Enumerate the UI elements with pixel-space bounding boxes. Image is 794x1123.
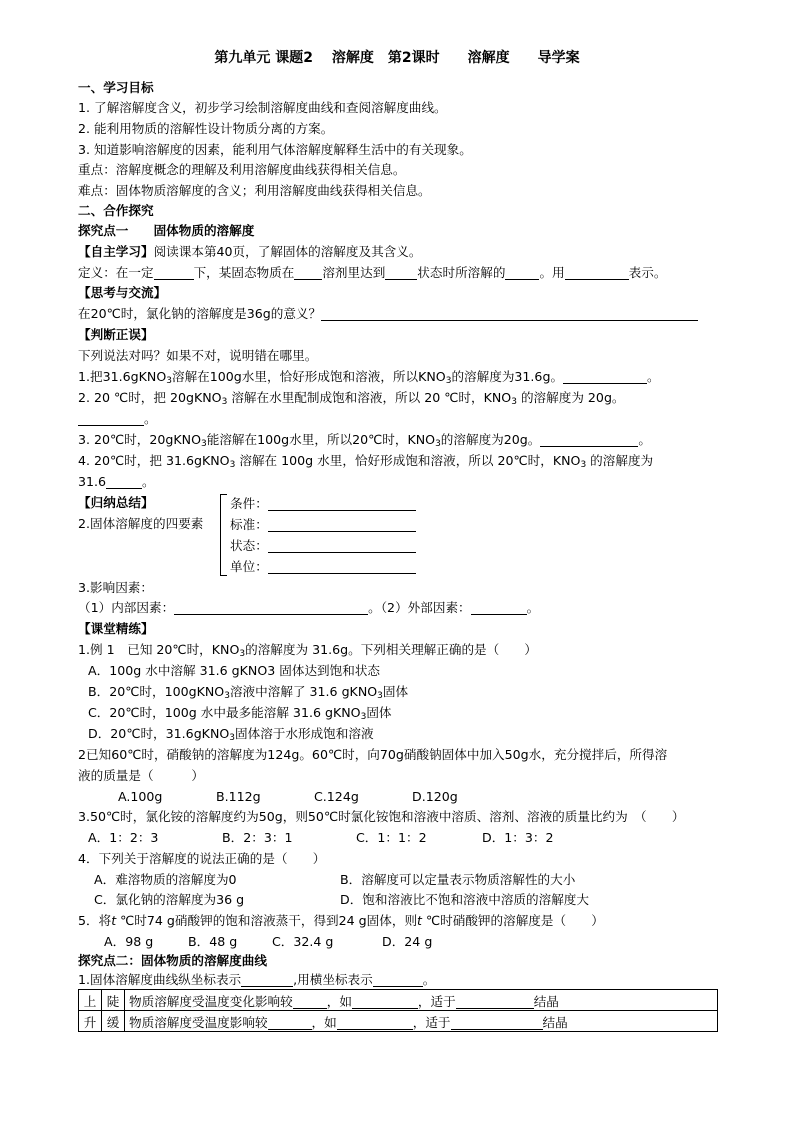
subscript: 3 xyxy=(221,397,228,407)
text: 1.固体溶解度曲线纵坐标表示 xyxy=(78,972,242,987)
judge-item-2 xyxy=(78,390,625,406)
self-study-tag: 【自主学习】 xyxy=(78,244,154,259)
think-question-text: 在20℃时，氯化钠的溶解度是36g的意义？ xyxy=(78,306,322,321)
difficult-point: 难点：固体物质溶解度的含义；利用溶解度曲线获得相关信息。 xyxy=(78,183,431,198)
subscript: 3 xyxy=(166,376,172,386)
text: 的溶解度为31.6g。 xyxy=(451,369,564,384)
text: ，如 xyxy=(311,1014,337,1030)
think-tag: 【思考与交流】 xyxy=(78,285,167,300)
text: ，如 xyxy=(326,993,352,1009)
question-2-cont: 液的质量是（ ） xyxy=(78,768,204,783)
summary-tag: 【归纳总结】 xyxy=(78,495,154,510)
blank-state[interactable] xyxy=(385,266,417,280)
text: 4. 20℃时，把 31.6gKNO xyxy=(78,453,230,468)
subscript: 3 xyxy=(239,649,246,659)
q2-option-a[interactable]: A.100g xyxy=(118,789,163,804)
goal-3: 3. 知道影响溶解度的因素，能利用气体溶解度解释生活中的有关现象。 xyxy=(78,142,472,157)
text: D．20℃时，31.6gKNO xyxy=(88,726,230,741)
blank-judge-1[interactable] xyxy=(563,370,647,384)
definition-text: 。用 xyxy=(539,265,565,280)
text: B．20℃时，100gKNO xyxy=(88,684,225,699)
q1-option-d[interactable] xyxy=(88,726,374,742)
subscript: 3 xyxy=(201,439,207,449)
q5-option-b[interactable]: B．48 g xyxy=(188,934,238,949)
blank-gentle-example[interactable] xyxy=(337,1016,413,1030)
text: 3. 20℃时，20gKNO xyxy=(78,432,201,447)
subscript: 3 xyxy=(377,691,383,701)
q5-option-c[interactable]: C．32.4 g xyxy=(272,934,334,949)
q3-option-a[interactable]: A．1：2：3 xyxy=(88,830,159,845)
variable-t: t xyxy=(417,913,422,928)
text: 。（2）外部因素： xyxy=(368,600,471,615)
q2-option-c[interactable]: C.124g xyxy=(314,789,359,804)
section-heading-explore: 二、合作探究 xyxy=(78,203,154,218)
text: 溶解在100g水里，恰好形成饱和溶液，所以KNO xyxy=(171,369,446,384)
judge-intro: 下列说法对吗？如果不对，说明错在哪里。 xyxy=(78,348,318,363)
element-unit xyxy=(230,559,416,575)
judge-item-4-cont xyxy=(78,474,155,490)
variable-t: t xyxy=(111,913,117,928)
blank-symbol[interactable] xyxy=(565,266,629,280)
subscript: 3 xyxy=(229,460,236,470)
text: ℃时74 g硝酸钾的饱和溶液蒸干，得到24 g固体，则 xyxy=(116,913,418,928)
text: 5．将 xyxy=(78,913,112,928)
text: 。 xyxy=(142,474,155,489)
table-cell: 升 xyxy=(79,1011,102,1032)
subscript: 3 xyxy=(224,691,230,701)
text: 条件： xyxy=(230,496,268,511)
definition-text: 表示。 xyxy=(628,265,667,280)
subscript: 3 xyxy=(445,376,452,386)
blank-judge-3[interactable] xyxy=(540,433,638,447)
question-1 xyxy=(78,642,537,658)
text: 能溶解在100g水里，所以20℃时，KNO xyxy=(206,432,436,447)
blank-judge-2[interactable] xyxy=(78,412,144,426)
text: 溶解在水里配制成饱和溶液，所以 20 ℃时，KNO xyxy=(227,390,512,405)
definition-text: 下，某固态物质在 xyxy=(193,265,295,280)
blank-element-state[interactable] xyxy=(268,539,416,553)
summary-label: 2.固体溶解度的四要素 xyxy=(78,516,204,531)
blank-y-axis[interactable] xyxy=(241,973,293,987)
text: 固体 xyxy=(382,684,409,699)
blank-think-answer[interactable] xyxy=(321,307,698,321)
blank-x-axis[interactable] xyxy=(373,973,423,987)
text: A．100g 水中溶解 31.6 gKNO3 固体达到饱和状态 xyxy=(88,663,381,678)
blank-element-condition[interactable] xyxy=(268,497,416,511)
text: 溶解在 100g 水里，恰好形成饱和溶液，所以 20℃时，KNO xyxy=(235,453,581,468)
subscript: 3 xyxy=(435,439,441,449)
q1-option-b[interactable] xyxy=(88,684,408,700)
element-condition xyxy=(230,496,416,512)
text: 固体 xyxy=(366,705,392,720)
text: 状态： xyxy=(230,538,268,553)
goal-1: 1. 了解溶解度含义，初步学习绘制溶解度曲线和查阅溶解度曲线。 xyxy=(78,100,447,115)
curve-table xyxy=(78,989,718,1032)
blank-element-standard[interactable] xyxy=(268,518,416,532)
q5-option-a[interactable]: A．98 g xyxy=(104,934,154,949)
table-cell: 陡 xyxy=(102,990,125,1011)
table-row xyxy=(79,1011,718,1032)
q3-option-c[interactable]: C．1：1：2 xyxy=(356,830,427,845)
section-heading-goals: 一、学习目标 xyxy=(78,80,154,95)
subscript: 3 xyxy=(580,460,587,470)
subscript: 3 xyxy=(229,733,236,743)
blank-amount[interactable] xyxy=(294,266,322,280)
self-study-text: 阅读课本第40页，了解固体的溶解度及其含义。 xyxy=(153,244,422,259)
table-cell: 上 xyxy=(79,990,102,1011)
text: （1）内部因素： xyxy=(78,600,175,615)
text: 结晶 xyxy=(542,1014,568,1030)
blank-judge-4[interactable] xyxy=(106,475,142,489)
blank-external-factor[interactable] xyxy=(471,601,527,615)
text: 1.把31.6gKNO xyxy=(78,369,167,384)
text: ，适于 xyxy=(417,993,456,1009)
question-4: 4．下列关于溶解度的说法正确的是（ ） xyxy=(78,851,326,866)
blank-steep-method[interactable] xyxy=(456,995,534,1009)
q4-option-a[interactable]: A．难溶物质的溶解度为0 xyxy=(94,872,237,887)
text: 2. 20 ℃时，把 20gKNO xyxy=(78,390,222,405)
q5-option-d[interactable]: D．24 g xyxy=(382,934,433,949)
question-5 xyxy=(78,913,604,929)
text: ,用横坐标表示 xyxy=(293,972,373,987)
q4-option-d[interactable]: D．饱和溶液比不饱和溶液中溶质的溶解度大 xyxy=(340,892,589,907)
subscript: 3 xyxy=(360,712,367,722)
q1-option-c[interactable] xyxy=(88,705,392,721)
judge-tag: 【判断正误】 xyxy=(78,327,154,342)
text: 。 xyxy=(638,432,651,447)
element-state xyxy=(230,538,416,554)
judge-item-1 xyxy=(78,369,660,385)
text: 的溶解度为20g。 xyxy=(440,432,541,447)
text: 固体溶于水形成饱和溶液 xyxy=(235,726,374,741)
key-point: 重点：溶解度概念的理解及利用溶解度曲线获得相关信息。 xyxy=(78,162,406,177)
table-cell xyxy=(125,990,718,1011)
definition-text: 定义：在一定 xyxy=(78,265,154,280)
blank-steep-example[interactable] xyxy=(352,995,418,1009)
text: C．20℃时，100g 水中最多能溶解 31.6 gKNO xyxy=(88,705,361,720)
blank-steep-degree[interactable] xyxy=(293,995,327,1009)
text: 1.例 1 已知 20℃时，KNO xyxy=(78,642,240,657)
text: 。 xyxy=(144,411,157,426)
text: 标准： xyxy=(230,517,268,532)
factor-title: 3.影响因素： xyxy=(78,580,153,595)
table-cell: 缓 xyxy=(102,1011,125,1032)
text: 结晶 xyxy=(533,993,559,1009)
judge-item-4 xyxy=(78,453,653,469)
text: 的溶解度为 xyxy=(586,453,654,468)
text: ，适于 xyxy=(412,1014,451,1030)
q4-option-b[interactable]: B．溶解度可以定量表示物质溶解性的大小 xyxy=(340,872,576,887)
text: 。 xyxy=(422,972,436,987)
explore-point-2-title: 探究点二：固体物质的溶解度曲线 xyxy=(78,953,267,968)
text: 。 xyxy=(526,600,540,615)
blank-condition[interactable] xyxy=(154,266,194,280)
subscript: 3 xyxy=(511,397,517,407)
question-3: 3.50℃时，氯化铵的溶解度约为50g，则50℃时氯化铵饱和溶液中溶质、溶剂、溶液的质量比约为 （ ） xyxy=(78,809,685,824)
blank-internal-factor[interactable] xyxy=(174,601,368,615)
q2-option-d[interactable]: D.120g xyxy=(412,789,458,804)
blank-gentle-degree[interactable] xyxy=(268,1016,312,1030)
text: 的溶解度为 31.6g。下列相关理解正确的是（ ） xyxy=(245,642,538,657)
q2-option-b[interactable]: B.112g xyxy=(216,789,261,804)
text: 物质溶解度受温度影响较 xyxy=(129,1014,268,1030)
blank-gentle-method[interactable] xyxy=(451,1016,543,1030)
q3-option-b[interactable]: B．2：3：1 xyxy=(222,830,293,845)
text: 。 xyxy=(647,369,660,384)
practice-tag: 【课堂精练】 xyxy=(78,621,154,636)
curve-axis-line xyxy=(78,972,435,988)
definition-text: 溶剂里达到 xyxy=(322,265,386,280)
element-standard xyxy=(230,517,416,533)
text: 的溶解度为 20g。 xyxy=(516,390,625,405)
table-row xyxy=(79,990,718,1011)
judge-item-2-cont xyxy=(78,411,157,427)
explore-point-1-title: 探究点一 固体物质的溶解度 xyxy=(78,223,255,238)
text: 物质溶解度受温度变化影响较 xyxy=(129,993,293,1009)
q4-option-c[interactable]: C．氯化钠的溶解度为36 g xyxy=(94,892,245,907)
blank-element-unit[interactable] xyxy=(268,560,416,574)
text: ℃时硝酸钾的溶解度是（ ） xyxy=(422,913,604,928)
text: 31.6 xyxy=(78,474,107,489)
factor-line xyxy=(78,600,539,616)
definition-text: 状态时所溶解的 xyxy=(417,265,506,280)
text: 溶液中溶解了 31.6 gKNO xyxy=(229,684,378,699)
question-2: 2已知60℃时，硝酸钠的溶解度为124g。60℃时，向70g硝酸钠固体中加入50g水，充分搅拌后，所得溶 xyxy=(78,747,668,762)
text: 单位： xyxy=(230,559,268,574)
definition-line xyxy=(78,265,666,281)
self-study-line xyxy=(78,244,421,260)
think-question xyxy=(78,306,698,322)
brace xyxy=(220,494,227,576)
page-title: 第九单元 课题2 溶解度 第2课时 溶解度 导学案 xyxy=(214,50,580,66)
q3-option-d[interactable]: D．1：3：2 xyxy=(482,830,554,845)
table-cell xyxy=(125,1011,718,1032)
q1-option-a[interactable] xyxy=(88,663,380,679)
judge-item-3 xyxy=(78,432,651,448)
blank-mass[interactable] xyxy=(505,266,539,280)
goal-2: 2. 能利用物质的溶解性设计物质分离的方案。 xyxy=(78,121,334,136)
